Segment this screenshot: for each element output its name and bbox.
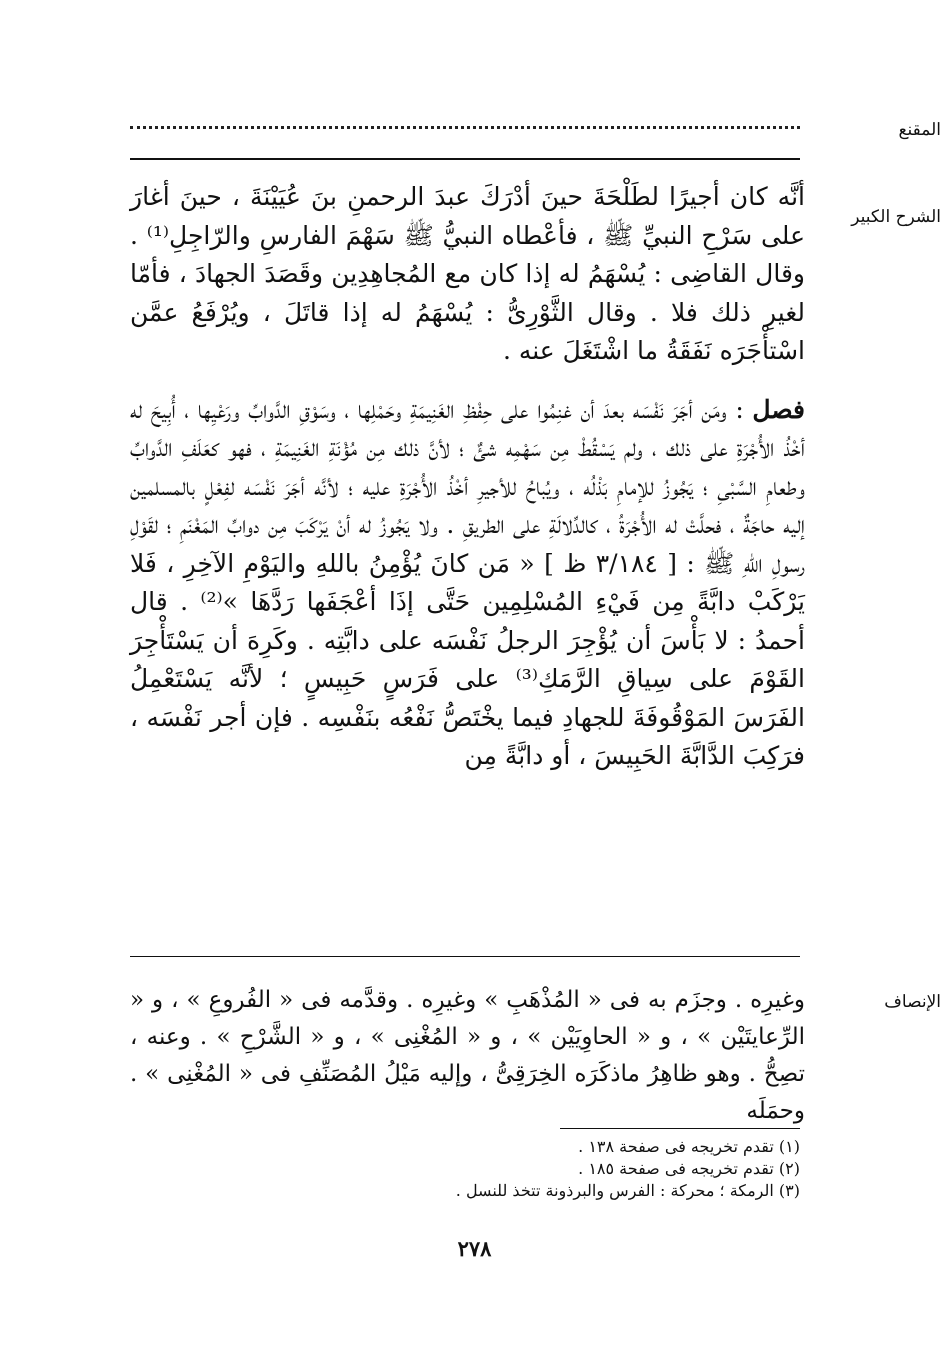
running-header-title: المقنع (898, 120, 941, 140)
page-number: ٢٧٨ (457, 1236, 492, 1261)
commentary-paragraph-2 (130, 391, 805, 776)
fasl-body: : ومَن أجَرَ نَفْسَه بعدَ أن غنِمُوا على حِفْظِ الغَنِيمَةِ وحَمْلِها ، وسَوْقِ الدَّوابِّ ورَعْيِها ، أُبِيحَ له أخْذُ الأُجْرَةِ على ذلك ، ولم يَسْقُطْ مِن سَهْمِه شئٌ ؛ لأنَّ ذلك مِن مُؤْنَةِ الغَنِيمَةِ ، فهو كعَلَفِ الدَّوابِّ وطعامِ السَّبْىِ ؛ يَجُوزُ للإمامِ بَذْلُه ، ويُباحُ للأجيرِ أخْذُ الأُجْرَةِ عليه ؛ لأنَّه أجَرَ نَفْسَه لفِعْلٍ بالمسلمين إليه حاجَةٌ ، فحلَّتْ له الأُجْرَةُ ، كالدِّلالَةِ على الطريقِ . ولا يَجُوزُ له أنْ يَرْكَبَ مِن دوابِّ المَغْنَمِ ؛ لقَوْلِ رسولِ اللهِ ﷺ : [ ٣/١٨٤ ظ ] « مَن كانَ يُؤْمِنُ باللهِ واليَوْمِ الآخِرِ ، فَلا يَرْكَبْ دابَّةً مِن فَيْءِ المُسْلِمِين حَتَّى إذَا أعْجَفَها رَدَّهَا »⁽²⁾ . قال أحمدُ : لا بَأْسَ أن يُؤْجِرَ الرجلُ نَفْسَه على دابَّتِه . وكَرِهَ أن يَسْتَأْجِرَ القَوْمَ على سِياقِ الرَّمَكِ⁽³⁾ على فَرَسٍ حَبِيسٍ ؛ لأنَّه يَسْتَعْمِلُ الفَرَسَ المَوْقُوفَةَ للجهادِ فيما يخْتَصُّ نَفْعُه بنَفْسِه . فإن أجر نَفْسَه ، فرَكِبَ الدَّابَّةَ الحَبِيسَ ، أو دابَّةً مِن (130, 394, 805, 770)
commentary-text (130, 178, 805, 776)
footnote-3: (٣) الرمكة ؛ محركة : الفرس والبرذونة تتخذ للنسل . (455, 1181, 800, 1200)
commentary-paragraph-1: أنَّه كان أجيرًا لطَلْحَةَ حينَ أدْرَكَ عبدَ الرحمنِ بنَ عُيَيْنَةَ ، حينَ أغارَ على سَرْحِ النبيِّ ﷺ ، فأعْطاه النبيُّ ﷺ سَهْمَ الفارسِ والرّاجِلِ⁽¹⁾ . وقال القاضِى : يُسْهَمُ له إذا كان مع المُجاهِدِين وقَصَدَ الجهادَ ، فأمّا لغيرِ ذلك فلا . وقال الثَّوْرِىُّ : يُسْهَمُ له إذا قاتَلَ ، ويُرْفَعُ عمَّن اسْتأْجَرَه نَفَقَةُ ما اشْتَغَلَ عنه . (130, 182, 805, 365)
commentary-section-label: الشرح الكبير (851, 207, 941, 227)
insaf-section-label: الإنصاف (884, 992, 941, 1012)
header-dotted-leader (130, 126, 800, 129)
insaf-paragraph: وغيرِه . وجزَم به فى « المُذْهَبِ » وغيرِه . وقدَّمه فى « الفُروعِ » ، و « الرِّعايتَيْن » ، و « الحاوِيَيْن » ، و « المُغْنِى » ، و « الشَّرْحِ » . وعنه ، تصِحُّ . وهو ظاهِرُ ماذكَرَه الخِرَقِىُّ ، وإليه مَيْلُ المُصَنِّفِ فى « المُغْنِى » . وحمَلَه (130, 987, 805, 1124)
footnote-rule (560, 1128, 800, 1129)
fasl-heading: فصل (752, 394, 805, 424)
section-divider (130, 956, 800, 957)
header-rule (130, 158, 800, 160)
footnote-2: (٢) تقدم تخريجه فى صفحة ١٨٥ . (578, 1159, 800, 1178)
footnote-1: (١) تقدم تخريجه فى صفحة ١٣٨ . (578, 1137, 800, 1156)
insaf-text (130, 982, 805, 1130)
footnotes (130, 1136, 800, 1202)
